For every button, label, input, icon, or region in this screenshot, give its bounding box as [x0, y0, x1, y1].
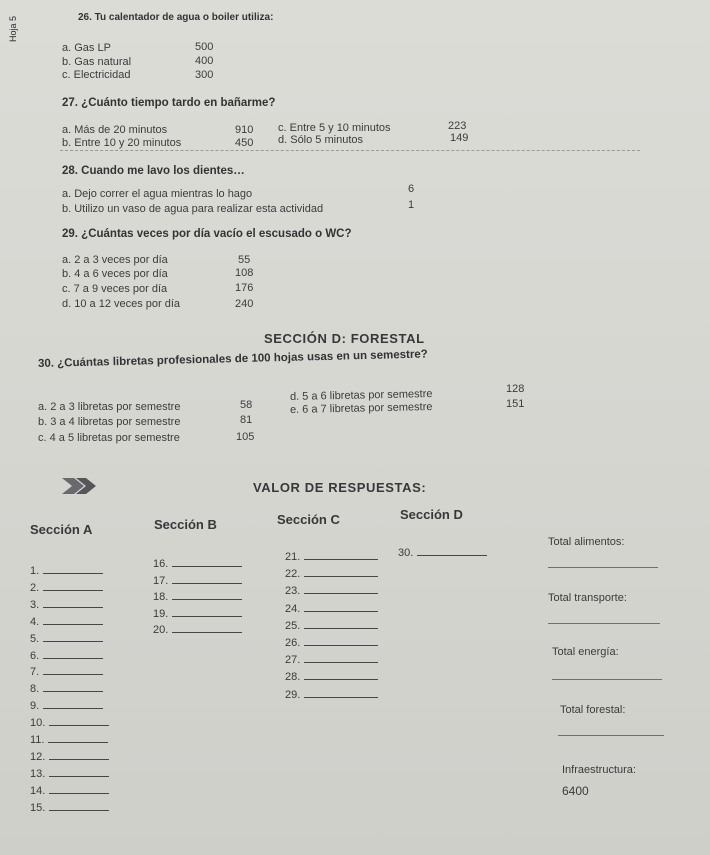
section-b-answer-blank[interactable]: [172, 573, 242, 584]
section-a-answer-blank[interactable]: [48, 732, 108, 743]
section-a-answer-number: 2.: [30, 581, 40, 594]
total-forestal-label: Total forestal:: [560, 704, 626, 716]
section-b-answer-blank[interactable]: [172, 606, 242, 617]
section-c-answer-line: [285, 583, 378, 597]
q27-value-a: 910: [235, 124, 254, 136]
section-a-answer-blank[interactable]: [43, 580, 103, 591]
section-a-answer-number: 7.: [30, 666, 40, 679]
answers-section-c-header: Sección C: [277, 512, 340, 527]
q27-option-d: d. Sólo 5 minutos: [278, 134, 363, 146]
section-c-answer-blank[interactable]: [304, 687, 378, 698]
section-a-answer-number: 5.: [30, 632, 40, 645]
q26-value-c: 300: [195, 69, 214, 81]
q29-value-a: 55: [238, 254, 251, 266]
section-c-answer-number: 25.: [285, 619, 301, 632]
section-a-answer-line: [30, 766, 109, 780]
q28-value-a: 6: [408, 183, 415, 195]
section-a-answer-number: 9.: [30, 700, 40, 713]
section-a-answer-blank[interactable]: [43, 681, 103, 692]
section-d-answer-number: 30.: [398, 547, 414, 559]
section-a-answer-line: [30, 614, 103, 628]
section-a-answer-number: 14.: [30, 784, 46, 797]
section-a-answer-line: [30, 749, 109, 763]
section-c-answer-line: [285, 687, 378, 701]
section-b-answer-number: 17.: [153, 574, 169, 587]
section-c-answer-blank[interactable]: [304, 566, 378, 577]
section-b-answer-number: 19.: [153, 607, 169, 620]
section-b-answer-line: [153, 573, 242, 587]
section-a-answer-line: [30, 732, 108, 746]
q30-value-e: 151: [506, 398, 525, 410]
section-a-answer-blank[interactable]: [43, 664, 103, 675]
q29-value-b: 108: [235, 267, 254, 279]
section-a-answer-number: 15.: [30, 801, 46, 814]
section-a-answer-line: [30, 698, 103, 712]
section-a-answer-line: [30, 715, 109, 729]
section-b-answer-line: [153, 556, 242, 570]
section-c-answer-number: 29.: [285, 688, 301, 701]
section-c-answer-blank[interactable]: [304, 549, 378, 560]
section-c-answer-blank[interactable]: [304, 618, 378, 629]
q26-value-a: 500: [195, 41, 214, 53]
q28-option-a: a. Dejo correr el agua mientras lo hago: [62, 188, 253, 200]
q30-value-a: 58: [240, 399, 253, 411]
section-c-answer-number: 28.: [285, 671, 301, 684]
q30-option-d: d. 5 a 6 libretas por semestre: [289, 388, 433, 403]
infraestructura-label: Infraestructura:: [562, 764, 636, 776]
section-b-answer-number: 20.: [153, 624, 169, 637]
q26-value-b: 400: [195, 55, 214, 67]
section-d-answer-blank[interactable]: [417, 545, 487, 556]
q30-option-e: e. 6 a 7 libretas por semestre: [289, 401, 433, 416]
section-c-answer-blank[interactable]: [304, 601, 378, 612]
section-c-answer-number: 21.: [285, 551, 301, 563]
q29-option-b: b. 4 a 6 veces por día: [62, 268, 168, 280]
section-c-answer-number: 26.: [285, 637, 301, 649]
section-a-answer-line: [30, 800, 109, 814]
section-a-answer-number: 1.: [30, 565, 40, 577]
section-a-answer-blank[interactable]: [49, 715, 109, 726]
total-energia-line: [552, 679, 662, 680]
q29-option-c: c. 7 a 9 veces por día: [62, 283, 168, 295]
q27-value-b: 450: [235, 137, 254, 149]
section-a-answer-line: [30, 597, 103, 611]
section-a-answer-number: 10.: [30, 717, 46, 730]
total-transporte-line: [548, 623, 660, 624]
section-c-answer-number: 23.: [285, 585, 301, 598]
q27-option-c: c. Entre 5 y 10 minutos: [278, 122, 391, 134]
section-c-answer-line: [285, 652, 378, 666]
section-c-answer-number: 27.: [285, 654, 301, 667]
q26-title: 26. Tu calentador de agua o boiler utiliza:: [78, 12, 274, 23]
section-c-answer-blank[interactable]: [304, 583, 378, 594]
section-a-answer-number: 13.: [30, 767, 46, 780]
q29-value-d: 240: [235, 298, 254, 310]
section-a-answer-blank[interactable]: [43, 648, 103, 659]
margin-mark: Hoja 5: [8, 15, 18, 42]
section-b-answer-blank[interactable]: [172, 556, 242, 567]
q27-option-b: b. Entre 10 y 20 minutos: [62, 137, 182, 149]
section-b-answer-line: [153, 622, 242, 636]
answers-section-a-header: Sección A: [30, 522, 93, 537]
q30-value-d: 128: [506, 383, 525, 395]
section-a-answer-line: [30, 664, 103, 678]
section-c-answer-blank[interactable]: [304, 652, 378, 663]
section-c-answer-blank[interactable]: [304, 635, 378, 646]
q30-option-c: c. 4 a 5 libretas por semestre: [38, 432, 180, 444]
section-c-answer-blank[interactable]: [304, 669, 378, 680]
section-c-answer-line: [285, 635, 378, 649]
q29-value-c: 176: [235, 282, 254, 294]
total-alimentos-line: [548, 567, 658, 568]
q29-option-a: a. 2 a 3 veces por día: [62, 254, 168, 266]
q30-option-b: b. 3 a 4 libretas por semestre: [38, 416, 181, 428]
q29-option-d: d. 10 a 12 veces por día: [62, 298, 181, 310]
section-a-answer-number: 4.: [30, 615, 40, 628]
section-a-answer-blank[interactable]: [43, 614, 103, 625]
q27-title: 27. ¿Cuánto tiempo tardo en bañarme?: [62, 97, 276, 109]
section-a-answer-line: [30, 681, 103, 695]
q26-option-a: a. Gas LP: [62, 42, 111, 54]
q28-title: 28. Cuando me lavo los dientes…: [62, 165, 245, 177]
q28-option-b: b. Utilizo un vaso de agua para realizar esta actividad: [62, 203, 324, 215]
section-a-answer-blank[interactable]: [49, 783, 109, 794]
total-forestal-line: [558, 735, 664, 736]
section-a-answer-number: 12.: [30, 750, 46, 763]
total-transporte-label: Total transporte:: [548, 592, 627, 604]
section-c-answer-number: 24.: [285, 602, 301, 615]
section-c-answer-line: [285, 618, 378, 632]
answers-section-d-header: Sección D: [400, 507, 463, 522]
section-a-answer-line: [30, 631, 103, 645]
q26-option-c: c. Electricidad: [62, 69, 131, 81]
section-a-answer-blank[interactable]: [49, 749, 109, 760]
total-alimentos-label: Total alimentos:: [548, 536, 625, 548]
q28-value-b: 1: [408, 199, 415, 211]
section-a-answer-line: [30, 580, 103, 594]
section-a-answer-blank[interactable]: [49, 766, 109, 777]
q30-option-a: a. 2 a 3 libretas por semestre: [38, 401, 181, 413]
section-b-answer-number: 18.: [153, 591, 169, 604]
section-b-answer-blank[interactable]: [172, 622, 242, 633]
section-a-answer-number: 8.: [30, 683, 40, 696]
q27-option-a: a. Más de 20 minutos: [62, 124, 168, 136]
section-a-answer-blank[interactable]: [43, 563, 103, 574]
section-a-answer-line: [30, 648, 103, 662]
total-energia-label: Total energía:: [552, 646, 619, 658]
section-c-answer-line: [285, 549, 378, 563]
section-c-answer-number: 22.: [285, 568, 301, 581]
double-chevron-icon: [60, 474, 102, 498]
q30-title: 30. ¿Cuántas libretas profesionales de 100 hojas usas en un semestre?: [37, 348, 428, 370]
q27-divider: [60, 150, 640, 152]
section-b-answer-blank[interactable]: [172, 589, 242, 600]
section-d-answer-line: [398, 545, 487, 559]
section-a-answer-blank[interactable]: [49, 800, 109, 811]
infraestructura-value: 6400: [562, 784, 589, 798]
section-c-answer-line: [285, 669, 378, 683]
section-b-answer-line: [153, 589, 242, 603]
section-b-answer-number: 16.: [153, 558, 169, 570]
section-a-answer-line: [30, 783, 109, 797]
q27-value-c: 223: [448, 120, 467, 132]
section-a-answer-blank[interactable]: [43, 698, 103, 709]
section-a-answer-number: 3.: [30, 598, 40, 611]
answers-section-b-header: Sección B: [154, 517, 217, 532]
section-b-answer-line: [153, 606, 242, 620]
q30-value-b: 81: [240, 414, 253, 426]
section-a-answer-blank[interactable]: [43, 631, 103, 642]
answers-title: VALOR DE RESPUESTAS:: [253, 480, 427, 495]
q27-value-d: 149: [450, 132, 469, 144]
section-c-answer-line: [285, 601, 378, 615]
q30-value-c: 105: [236, 431, 255, 443]
q26-option-b: b. Gas natural: [62, 56, 132, 68]
section-d-heading: SECCIÓN D: FORESTAL: [264, 331, 425, 346]
q29-title: 29. ¿Cuántas veces por día vacío el escusado o WC?: [62, 228, 352, 240]
section-a-answer-number: 11.: [30, 734, 45, 746]
section-a-answer-number: 6.: [30, 649, 40, 662]
section-a-answer-line: [30, 563, 103, 577]
section-a-answer-blank[interactable]: [43, 597, 103, 608]
section-c-answer-line: [285, 566, 378, 580]
